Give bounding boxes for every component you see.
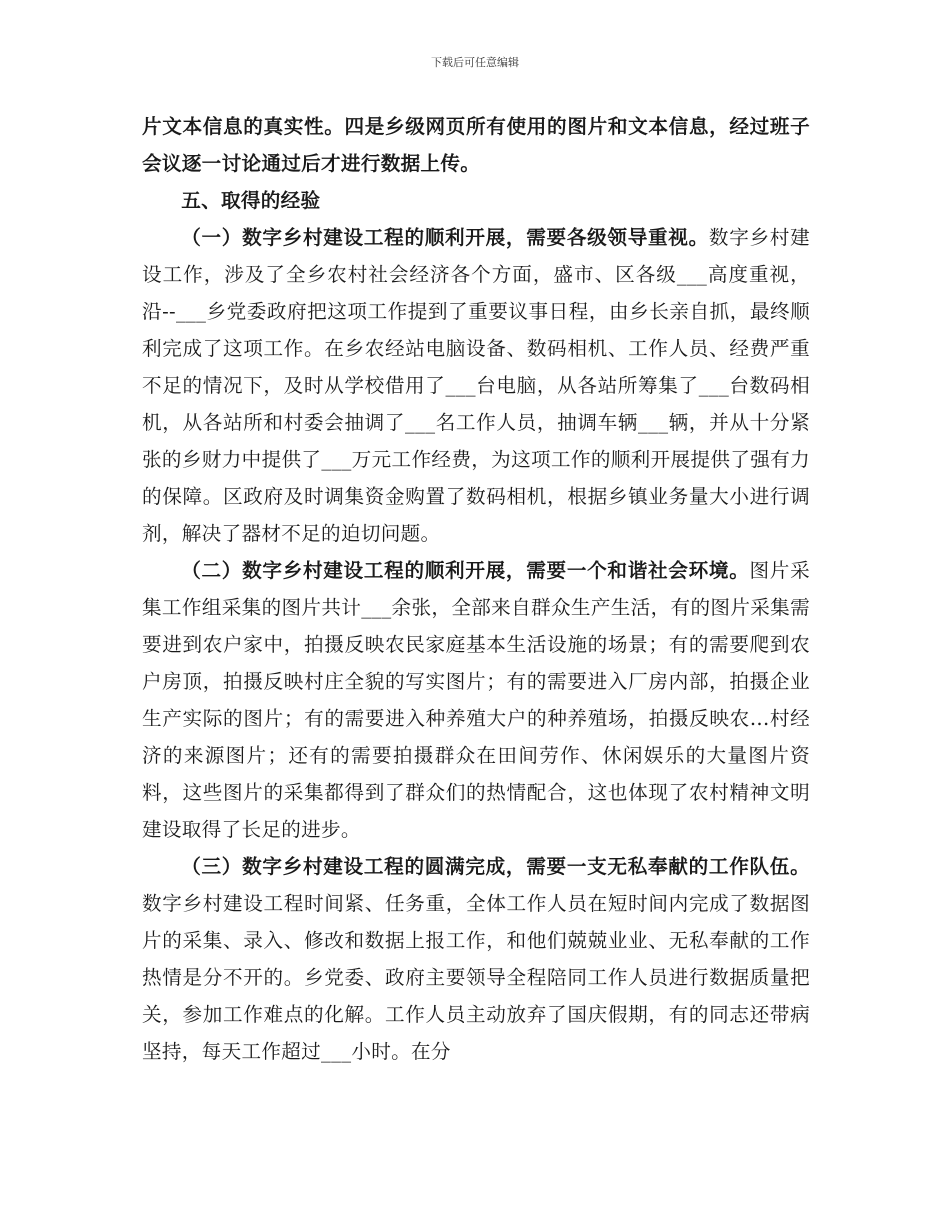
body-text: 数字乡村建设工作，涉及了全乡农村社会经济各个方面，盛市、区各级___高度重视，沿--___乡党委政府把这项工作提到了重要议事日程，由乡长亲自抓，最终顺利完成了这项工作。在乡农经站电脑设备、数码相机、工作人员、经费严重不足的情况下，及时从学校借用了___台电脑，从各站所筹集了___台数码相机，从各站所和村委会抽调了___名工作人员，抽调车辆___辆，并从十分紧张的乡财力中提供了___万元工作经费，为这项工作的顺利开展提供了强有力的保障。区政府及时调集资金购置了数码相机，根据乡镇业务量大小进行调剂，解决了器材不足的迫切问题。	[142, 226, 810, 545]
heading-text: 五、取得的经验	[181, 189, 321, 212]
paragraph-experience-2	[142, 552, 810, 848]
bold-text: 片文本信息的真实性。四是乡级网页所有使用的图片和文本信息，经过班子会议逐一讨论通过后才进行数据上传。	[142, 115, 810, 175]
bold-lead: （二）数字乡村建设工程的顺利开展，需要一个和谐社会环境。	[181, 559, 750, 582]
paragraph-experience-3	[142, 848, 810, 1070]
bold-lead: （三）数字乡村建设工程的圆满完成，需要一支无私奉献的工作队伍。	[181, 855, 810, 878]
body-text: 图片采集工作组采集的图片共计___余张，全部来自群众生产生活，有的图片采集需要进到农户家中，拍摄反映农民家庭基本生活设施的场景；有的需要爬到农户房顶，拍摄反映村庄全貌的写实图片；有的需要进入厂房内部，拍摄企业生产实际的图片；有的需要进入种养殖大户的种养殖场，拍摄反映农...村经济的来源图片；还有的需要拍摄群众在田间劳作、休闲娱乐的大量图片资料，这些图片的采集都得到了群众们的热情配合，这也体现了农村精神文明建设取得了长足的进步。	[142, 559, 810, 841]
document-body	[142, 108, 810, 1070]
bold-lead: （一）数字乡村建设工程的顺利开展，需要各级领导重视。	[181, 226, 709, 249]
paragraph-experience-1	[142, 219, 810, 552]
paragraph-continuation	[142, 108, 810, 182]
section-heading	[142, 182, 810, 219]
page-header: 下载后可任意编辑	[431, 56, 519, 69]
body-text: 数字乡村建设工程时间紧、任务重，全体工作人员在短时间内完成了数据图片的采集、录入、修改和数据上报工作，和他们兢兢业业、无私奉献的工作热情是分不开的。乡党委、政府主要领导全程陪同工作人员进行数据质量把关，参加工作难点的化解。工作人员主动放弃了国庆假期，有的同志还带病坚持，每天工作超过___小时。在分	[142, 892, 810, 1063]
